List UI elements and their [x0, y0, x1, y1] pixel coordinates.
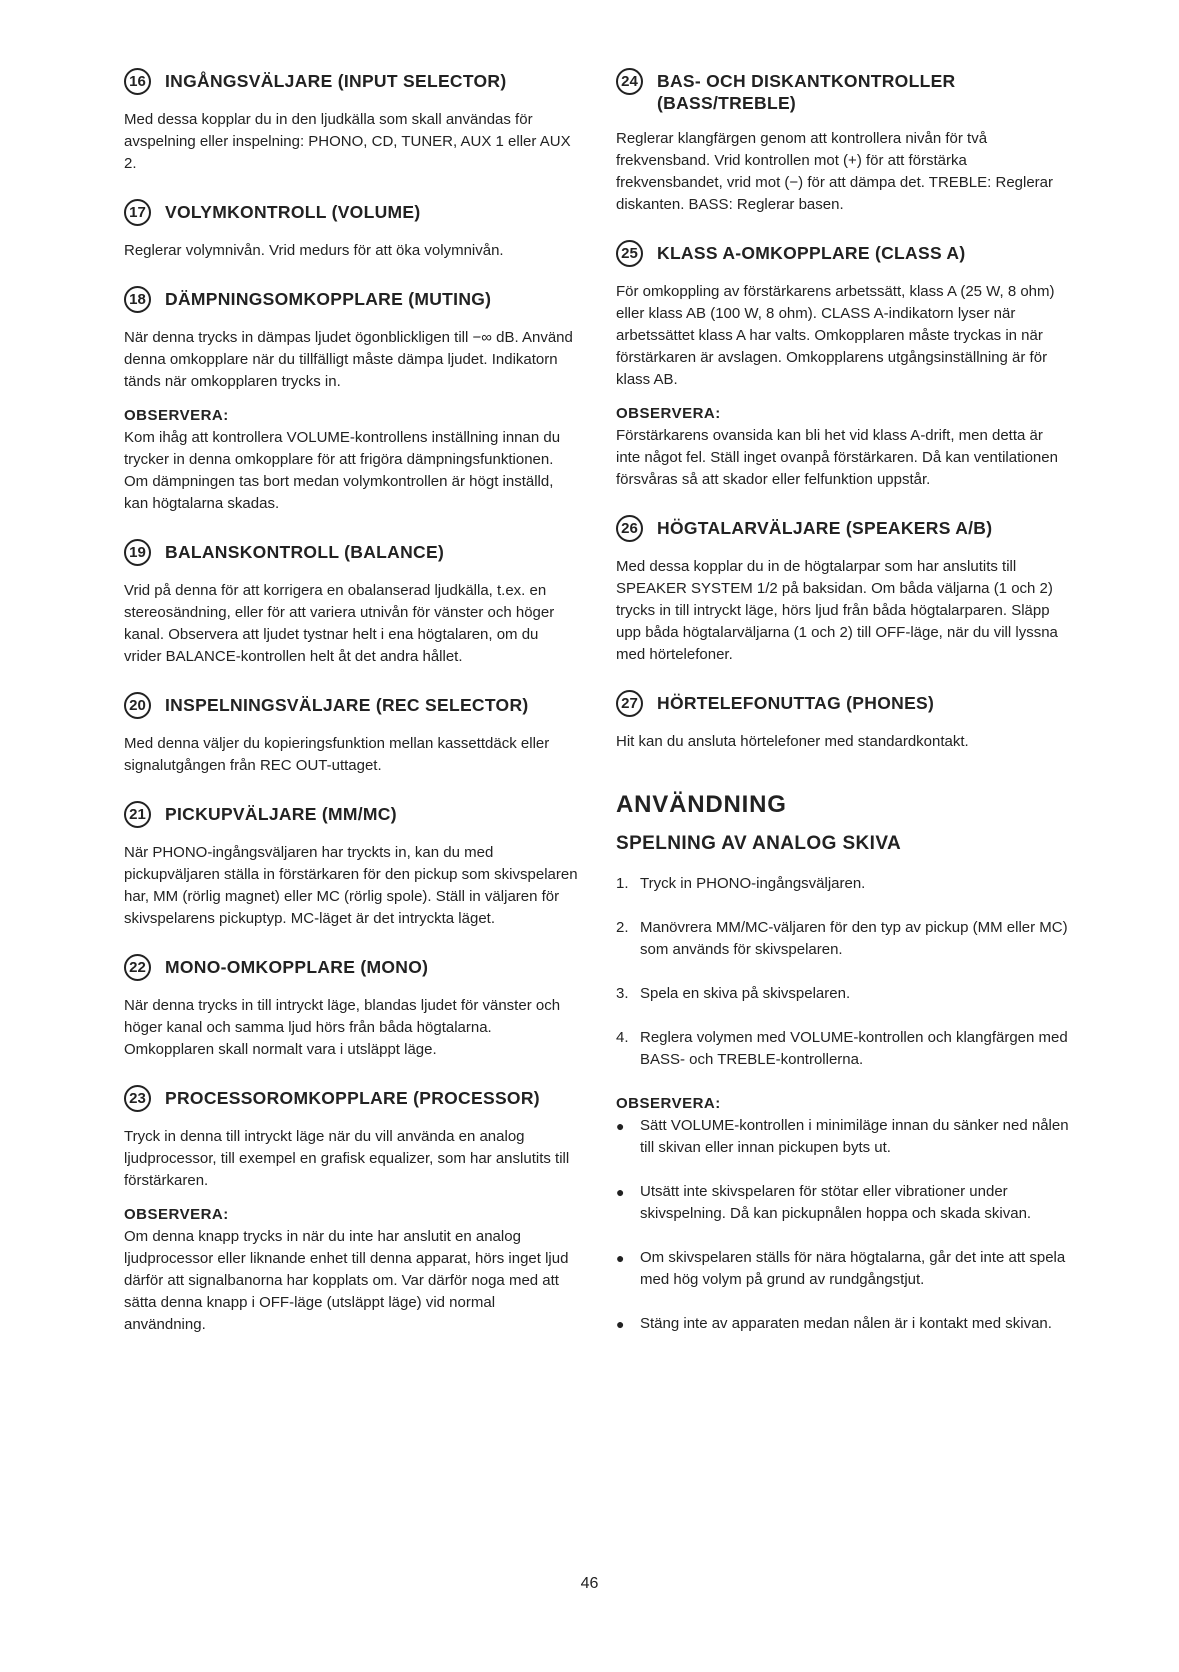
- section-title: BAS- OCH DISKANTKONTROLLER (BASS/TREBLE): [657, 71, 956, 113]
- section-title: HÖGTALARVÄLJARE (SPEAKERS A/B): [657, 518, 993, 538]
- section-balance: [124, 541, 579, 668]
- bullet-item: [616, 1313, 1071, 1335]
- section-title: INSPELNINGSVÄLJARE (REC SELECTOR): [165, 695, 529, 715]
- bullet-item: [616, 1181, 1071, 1225]
- usage-note-heading: OBSERVERA:: [616, 1095, 721, 1112]
- note-text: Om denna knapp trycks in när du inte har anslutit en analog ljudprocessor eller liknande enhet till denna apparat, hörs inget ljud därför att signalbanorna har kopplats om. Var därför noga med att sätta denna knapp i OFF-läge (utsläppt läge) vid normal användning.: [124, 1228, 569, 1333]
- section-title: DÄMPNINGSOMKOPPLARE (MUTING): [165, 289, 492, 309]
- section-text: Reglerar volymnivån. Vrid medurs för att öka volymnivån.: [124, 242, 504, 259]
- section-text: Hit kan du ansluta hörtelefoner med standardkontakt.: [616, 733, 969, 750]
- section-pickup: [124, 803, 579, 930]
- section-number: 25: [616, 240, 643, 267]
- bullet-text: Stäng inte av apparaten medan nålen är i kontakt med skivan.: [640, 1315, 1052, 1332]
- section-text: Reglerar klangfärgen genom att kontrollera nivån för två frekvensband. Vrid kontrollen mot (+) för att förstärka frekvensbandet, vrid mot (−) för att dämpa det. TREBLE: Reglerar diskanten. BASS: Reglerar basen.: [616, 130, 1054, 213]
- bullet-item: [616, 1115, 1071, 1159]
- note-heading: OBSERVERA:: [616, 405, 721, 422]
- bullet-text: Om skivspelaren ställs för nära högtalarna, går det inte att spela med hög volym på grund av rundgångstjut.: [640, 1249, 1066, 1288]
- page-number: 46: [580, 1575, 599, 1592]
- bullet-text: Sätt VOLUME-kontrollen i minimiläge innan du sänker ned nålen till skivan eller innan pickupen byts ut.: [640, 1117, 1069, 1156]
- section-number: 20: [124, 692, 151, 719]
- section-number: 26: [616, 515, 643, 542]
- step-text: Spela en skiva på skivspelaren.: [640, 985, 851, 1002]
- right-column: [616, 70, 1071, 1357]
- section-title: HÖRTELEFONUTTAG (PHONES): [657, 693, 935, 713]
- section-number: 22: [124, 954, 151, 981]
- section-rec-selector: [124, 694, 579, 777]
- step-item: [616, 1027, 1071, 1071]
- usage-steps: [616, 873, 1071, 1071]
- section-speakers: [616, 517, 1071, 666]
- section-mono: [124, 956, 579, 1061]
- left-column: [124, 70, 579, 1362]
- section-volume: [124, 201, 579, 262]
- step-text: Manövrera MM/MC-väljaren för den typ av pickup (MM eller MC) som används för skivspelaren.: [640, 919, 1068, 958]
- section-number: 23: [124, 1085, 151, 1112]
- section-text: När denna trycks in till intryckt läge, blandas ljudet för vänster och höger kanal och samma ljud hörs från båda högtalarna. Omkopplaren skall normalt vara i utsläppt läge.: [124, 997, 561, 1058]
- section-title: PICKUPVÄLJARE (MM/MC): [165, 804, 397, 824]
- section-text: Tryck in denna till intryckt läge när du vill använda en analog ljudprocessor, till exempel en grafisk equalizer, som har anslutits till förstärkaren.: [124, 1128, 570, 1189]
- usage-subheading: SPELNING AV ANALOG SKIVA: [616, 833, 902, 854]
- section-text: För omkoppling av förstärkarens arbetssätt, klass A (25 W, 8 ohm) eller klass AB (100 W, 8 ohm). CLASS A-indikatorn lyser när arbetssättet klass A har valts. Omkopplaren måste tryckas in när förstärkaren är avslagen. Omkopplarens utgångsinställning är för klass AB.: [616, 283, 1055, 388]
- note-heading: OBSERVERA:: [124, 1206, 229, 1223]
- note-text: Förstärkarens ovansida kan bli het vid klass A-drift, men detta är inte något fel. Ställ inget ovanpå förstärkaren. Då kan ventilationen försvåras så att skador eller felfunktion uppstår.: [616, 427, 1058, 488]
- section-title: KLASS A-OMKOPPLARE (CLASS A): [657, 243, 966, 263]
- section-processor: [124, 1087, 579, 1336]
- section-number: 16: [124, 68, 151, 95]
- note-text: Kom ihåg att kontrollera VOLUME-kontrollens inställning innan du trycker in denna omkopplare för att frigöra dämpningsfunktionen. Om dämpningen tas bort medan volymkontrollen är högt inställd, kan högtalarna skadas.: [124, 429, 561, 512]
- step-item: [616, 873, 1071, 895]
- step-item: [616, 917, 1071, 961]
- usage-notes: [616, 1115, 1071, 1335]
- section-number: 21: [124, 801, 151, 828]
- bullet-item: [616, 1247, 1071, 1291]
- section-number: 27: [616, 690, 643, 717]
- section-title: PROCESSOROMKOPPLARE (PROCESSOR): [165, 1088, 540, 1108]
- section-number: 17: [124, 199, 151, 226]
- bullet-icon: ●: [616, 1250, 625, 1266]
- step-item: [616, 983, 1071, 1005]
- section-class-a: [616, 242, 1071, 491]
- step-text: Reglera volymen med VOLUME-kontrollen och klangfärgen med BASS- och TREBLE-kontrollerna.: [640, 1029, 1068, 1068]
- section-phones: [616, 692, 1071, 753]
- section-text: När denna trycks in dämpas ljudet ögonblickligen till −∞ dB. Använd denna omkopplare när du tillfälligt måste dämpa ljudet. Indikatorn tänds när omkopplaren trycks in.: [124, 329, 573, 390]
- section-text: När PHONO-ingångsväljaren har tryckts in, kan du med pickupväljaren ställa in förstärkaren för den pickup som skivspelaren har, MM (rörlig magnet) eller MC (rörlig spole). Ställ in väljaren för skivspelarens pickuptyp. MC-läget är det intryckta läget.: [124, 844, 578, 927]
- bullet-icon: ●: [616, 1316, 625, 1332]
- section-number: 18: [124, 286, 151, 313]
- bullet-text: Utsätt inte skivspelaren för stötar eller vibrationer under skivspelning. Då kan pickupnålen hoppa och skada skivan.: [640, 1183, 1032, 1222]
- section-text: Med dessa kopplar du in de högtalarpar som har anslutits till SPEAKER SYSTEM 1/2 på baksidan. Om båda väljarna (1 och 2) trycks in till intryckt läge, hörs ljud från båda högtalarparen. Släpp upp båda högtalarväljarna (1 och 2) till OFF-läge, när du vill lyssna med hörtelefoner.: [616, 558, 1058, 663]
- section-input-selector: [124, 70, 579, 175]
- usage-heading: ANVÄNDNING: [616, 791, 787, 818]
- bullet-icon: ●: [616, 1184, 625, 1200]
- step-number: 4.: [616, 1029, 629, 1046]
- section-text: Med dessa kopplar du in den ljudkälla som skall användas för avspelning eller inspelning: PHONO, CD, TUNER, AUX 1 eller AUX 2.: [124, 111, 571, 172]
- section-text: Med denna väljer du kopieringsfunktion mellan kassettdäck eller signalutgången från REC OUT-uttaget.: [124, 735, 550, 774]
- step-number: 3.: [616, 985, 629, 1002]
- section-number: 19: [124, 539, 151, 566]
- section-text: Vrid på denna för att korrigera en obalanserad ljudkälla, t.ex. en stereosändning, eller för att variera utnivån för vänster och höger kanal. Observera att ljudet tystnar helt i ena högtalaren, om du vrider BALANCE-kontrollen helt åt det andra hållet.: [124, 582, 555, 665]
- section-title: MONO-OMKOPPLARE (MONO): [165, 957, 429, 977]
- step-number: 2.: [616, 919, 629, 936]
- bullet-icon: ●: [616, 1118, 625, 1134]
- section-title: VOLYMKONTROLL (VOLUME): [165, 202, 421, 222]
- section-muting: [124, 288, 579, 515]
- section-title: BALANSKONTROLL (BALANCE): [165, 542, 445, 562]
- note-heading: OBSERVERA:: [124, 407, 229, 424]
- step-text: Tryck in PHONO-ingångsväljaren.: [640, 875, 866, 892]
- section-number: 24: [616, 68, 643, 95]
- step-number: 1.: [616, 875, 629, 892]
- section-bass-treble: [616, 70, 1071, 216]
- section-title: INGÅNGSVÄLJARE (INPUT SELECTOR): [165, 71, 507, 91]
